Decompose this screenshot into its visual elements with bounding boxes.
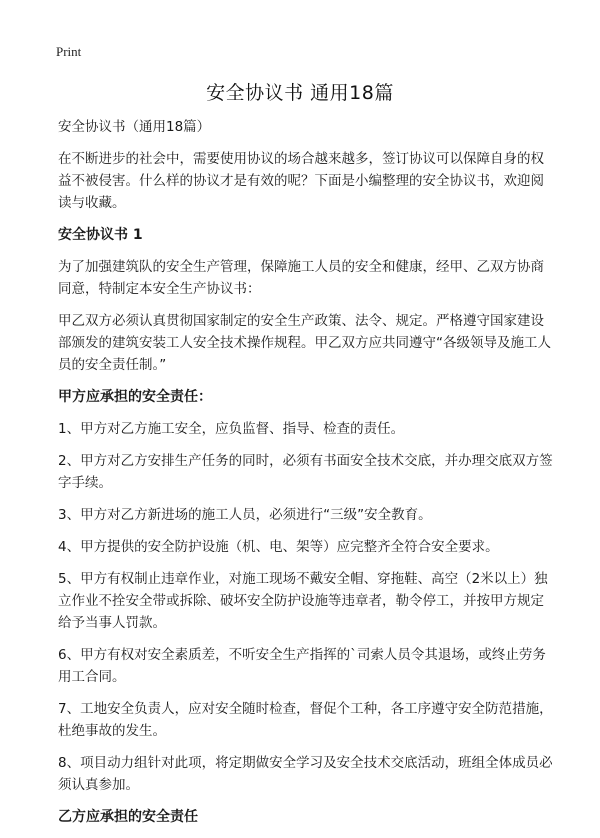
list-item: 4、甲方提供的安全防护设施（机、电、架等）应完整齐全符合安全要求。 bbox=[58, 539, 499, 555]
document-subtitle: 安全协议书（通用18篇） bbox=[58, 119, 211, 135]
list-item: 7、工地安全负责人，应对安全随时检查，督促个工种，各工序遵守安全防范措施，杜绝事故的发生。 bbox=[58, 701, 553, 739]
list-item: 5、甲方有权制止违章作业，对施工现场不戴安全帽、穿拖鞋、高空（2米以上）独立作业不拴安全带或拆除、破坏安全防护设施等违章者，勒令停工，并按甲方规定给予当事人罚款。 bbox=[58, 571, 548, 631]
list-item: 2、甲方对乙方安排生产任务的同时，必须有书面安全技术交底，并办理交底双方签字手续。 bbox=[58, 453, 553, 491]
list-item: 8、项目动力组针对此项，将定期做安全学习及安全技术交底活动，班组全体成员必须认真参加。 bbox=[58, 755, 553, 793]
list-item: 1、甲方对乙方施工安全，应负监督、指导、检查的责任。 bbox=[58, 421, 405, 437]
party-b-heading: 乙方应承担的安全责任 bbox=[58, 809, 198, 825]
section-heading: 安全协议书 1 bbox=[58, 227, 143, 243]
list-item: 3、甲方对乙方新进场的施工人员，必须进行“三级”安全教育。 bbox=[58, 507, 432, 523]
paragraph: 甲乙双方必须认真贯彻国家制定的安全生产政策、法令、规定。严格遵守国家建设部颁发的建筑安装工人安全技术操作规程。甲乙双方应共同遵守“各级领导及施工人员的安全责任制。” bbox=[58, 313, 551, 373]
document-title: 安全协议书 通用18篇 bbox=[206, 82, 394, 104]
print-link[interactable]: Print bbox=[56, 44, 82, 59]
paragraph: 为了加强建筑队的安全生产管理，保障施工人员的安全和健康，经甲、乙双方协商同意，特制定本安全生产协议书： bbox=[58, 259, 544, 297]
party-a-heading: 甲方应承担的安全责任： bbox=[58, 389, 212, 405]
list-item: 6、甲方有权对安全素质差，不听安全生产指挥的`司索人员令其退场，或终止劳务用工合同。 bbox=[58, 647, 546, 685]
document-body bbox=[58, 116, 556, 838]
intro-paragraph: 在不断进步的社会中，需要使用协议的场合越来越多，签订协议可以保障自身的权益不被侵害。什么样的协议才是有效的呢？下面是小编整理的安全协议书，欢迎阅读与收藏。 bbox=[58, 151, 544, 211]
